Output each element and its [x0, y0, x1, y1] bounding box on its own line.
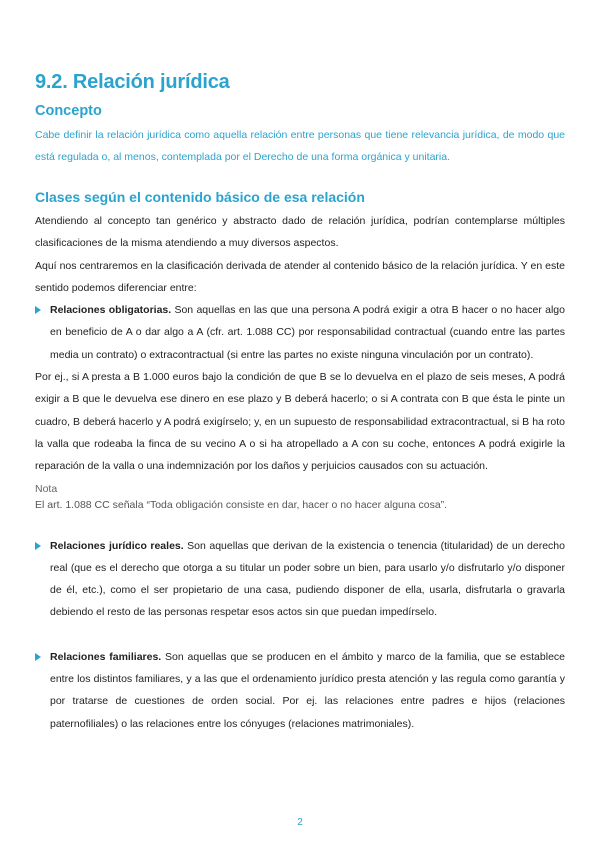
- list-item-label: Relaciones familiares.: [50, 650, 162, 663]
- page-number: 2: [297, 817, 303, 828]
- classes-heading: Clases según el contenido básico de esa relación: [35, 189, 365, 205]
- concept-definition: Cabe definir la relación jurídica como aquella relación entre personas que tiene relevancia jurídica, de modo que está regulada o, al menos, contemplada por el Derecho de una forma orgánica y unitaria.: [35, 129, 565, 163]
- bullet-arrow-icon: [35, 542, 41, 550]
- document-page: [35, 68, 565, 735]
- bullet-arrow-icon: [35, 306, 41, 314]
- list-item-text: Son aquellas que derivan de la existencia o tenencia (titularidad) de un derecho real (que es el derecho que otorga a su titular un poder sobre un bien, para usarlo y/o disfrutarlo y/o disponer de él, etc.), como el ser propietario de una casa, pudiendo disponer de ella, usarla, disfrutarla o gravarla debiendo el resto de las personas respetar esos actos sin que puedan impedírselo.: [50, 539, 565, 619]
- intro-paragraph-2: Aquí nos centraremos en la clasificación derivada de atender al contenido básico de la relación jurídica. Y en este sentido podemos diferenciar entre:: [35, 259, 565, 294]
- intro-paragraph-1: Atendiendo al concepto tan genérico y abstracto dado de relación jurídica, podrían contemplarse múltiples clasificaciones de la misma atendiendo a muy diversos aspectos.: [35, 215, 565, 250]
- example-paragraph: Por ej., si A presta a B 1.000 euros bajo la condición de que B se lo devuelva en el plazo de seis meses, A podrá exigir a B que le devuelva ese dinero en ese plazo y B deberá hacerlo; o si A contrata con B que ésta le pinte un cuadro, B deberá hacerlo y A podrá exigírselo; y, en un supuesto de responsabilidad extracontractual, si B ha roto la valla que rodeaba la finca de su vecino A o si ha atropellado a A con su coche, entonces A podrá exigirle la reparación de la valla o una indemnización por los daños y perjuicios causados con su actuación.: [35, 371, 565, 473]
- note-text: El art. 1.088 CC señala “Toda obligación consiste en dar, hacer o no hacer alguna cosa”.: [35, 498, 448, 511]
- list-item-reales: [35, 535, 565, 624]
- note-label: Nota: [35, 482, 58, 495]
- list-item-familiares: [35, 646, 565, 735]
- list-item-obligatorias: [35, 299, 565, 366]
- note-box: [35, 481, 565, 513]
- section-title: 9.2. Relación jurídica: [35, 71, 230, 93]
- list-item-text: Son aquellas que se producen en el ámbito y marco de la familia, que se establece entre los distintos familiares, y a las que el ordenamiento jurídico presta atención y las regula como garantía y por tratarse de cuestiones de orden social. Por ej. las relaciones entre padres e hijos (relaciones paternofiliales) o las relaciones entre los cónyuges (relaciones matrimoniales).: [50, 650, 565, 730]
- bullet-arrow-icon: [35, 653, 41, 661]
- list-item-text: Son aquellas en las que una persona A podrá exigir a otra B hacer o no hacer algo en beneficio de A o dar algo a A (cfr. art. 1.088 CC) por responsabilidad contractual (cuando entre las partes media un contrato) o extracontractual (si entre las partes no existe ninguna vinculación por un contrato).: [50, 304, 565, 361]
- concept-heading: Concepto: [35, 103, 102, 119]
- list-item-label: Relaciones jurídico reales.: [50, 539, 184, 552]
- list-item-label: Relaciones obligatorias.: [50, 304, 172, 317]
